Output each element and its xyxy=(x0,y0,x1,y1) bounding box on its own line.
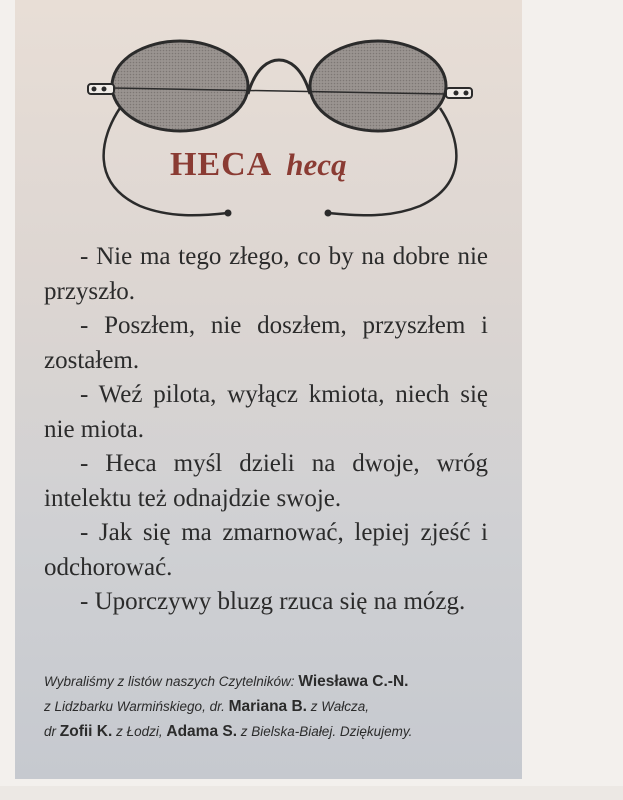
saying-item: - Nie ma tego złego, co by na dobre nie przyszło. xyxy=(44,243,488,305)
credits-note xyxy=(44,669,504,744)
credit-name: Mariana B. xyxy=(228,698,307,715)
saying-item: - Weź pilota, wyłącz kmiota, niech się nie miota. xyxy=(44,381,488,443)
page-title xyxy=(170,146,410,190)
credit-name: Wiesława C.-N. xyxy=(298,673,409,690)
credit-name: Adama S. xyxy=(166,723,238,740)
saying-item: - Uporczywy bluzg rzuca się na mózg. xyxy=(80,588,466,615)
title-upper: HECA xyxy=(170,146,273,183)
credits-intro: Wybraliśmy z listów naszych Czytelników: xyxy=(44,674,295,689)
glasses-illustration-icon xyxy=(60,28,500,228)
sayings-list xyxy=(44,240,488,620)
credit-title: dr xyxy=(44,724,57,739)
saying-item: - Heca myśl dzieli na dwoje, wróg intelektu też odnajdzie swoje. xyxy=(44,450,488,512)
credit-name: Zofii K. xyxy=(59,723,113,740)
page-edge xyxy=(0,786,623,800)
credit-place: z Lidzbarku Warmińskiego, dr. xyxy=(44,699,225,714)
saying-item: - Jak się ma zmarnować, lepiej zjeść i odchorować. xyxy=(44,519,488,581)
saying-item: - Poszłem, nie doszłem, przyszłem i zostałem. xyxy=(44,312,488,374)
credit-place: z Łodzi, xyxy=(116,724,163,739)
title-lower: hecą xyxy=(286,147,347,182)
credit-place: z Bielska-Białej. Dziękujemy. xyxy=(240,724,413,739)
credit-place: z Wałcza, xyxy=(310,699,370,714)
